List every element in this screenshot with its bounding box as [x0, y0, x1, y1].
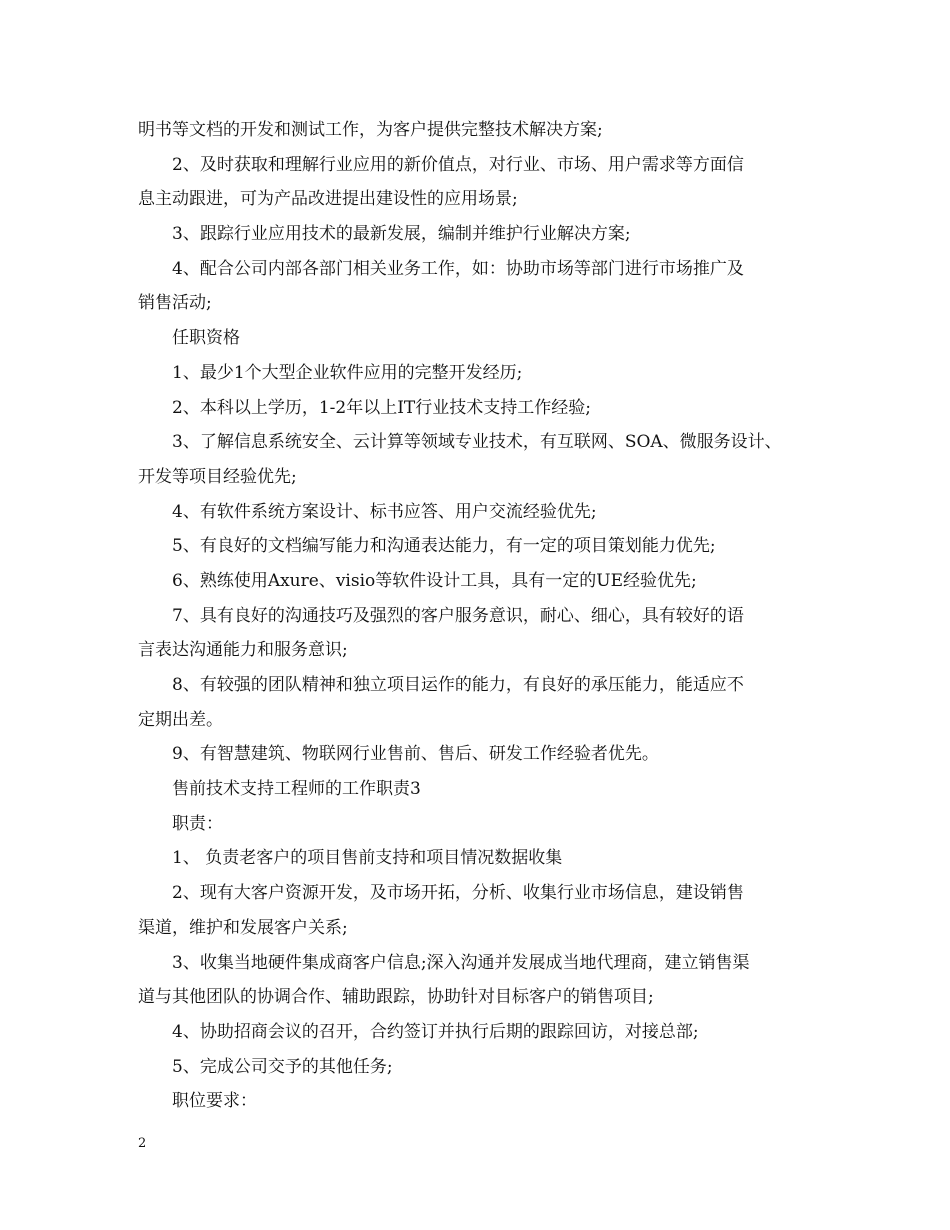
- text-line: 7、具有良好的沟通技巧及强烈的客户服务意识，耐心、细心，具有较好的语: [172, 605, 744, 626]
- text-line: 2、及时获取和理解行业应用的新价值点，对行业、市场、用户需求等方面信: [172, 154, 744, 175]
- text-line: 销售活动;: [138, 293, 212, 314]
- text-line: 3、跟踪行业应用技术的最新发展，编制并维护行业解决方案;: [172, 224, 631, 245]
- text-line: 4、有软件系统方案设计、标书应答、用户交流经验优先;: [172, 501, 597, 522]
- text-line: 开发等项目经验优先;: [138, 466, 297, 487]
- page-number: 2: [138, 1136, 147, 1151]
- text-line: 1、最少1个大型企业软件应用的完整开发经历;: [172, 362, 523, 383]
- text-line: 明书等文档的开发和测试工作，为客户提供完整技术解决方案;: [138, 120, 603, 140]
- text-line: 1、 负责老客户的项目售前支持和项目情况数据收集: [172, 848, 563, 869]
- text-line: 3、了解信息系统安全、云计算等领域专业技术，有互联网、SOA、微服务设计、: [172, 432, 782, 453]
- text-line: 2、本科以上学历，1-2年以上IT行业技术支持工作经验;: [172, 397, 591, 418]
- text-line: 5、有良好的文档编写能力和沟通表达能力，有一定的项目策划能力优先;: [172, 536, 716, 557]
- text-line: 售前技术支持工程师的工作职责3: [172, 779, 421, 800]
- text-line: 息主动跟进，可为产品改进提出建设性的应用场景;: [138, 189, 518, 210]
- text-line: 6、熟练使用Axure、visio等软件设计工具，具有一定的UE经验优先;: [172, 570, 697, 591]
- text-line: 职责：: [172, 813, 223, 834]
- text-line: 定期出差。: [138, 709, 223, 730]
- text-line: 3、收集当地硬件集成商客户信息;深入沟通并发展成当地代理商，建立销售渠: [172, 952, 750, 973]
- text-line: 4、配合公司内部各部门相关业务工作，如：协助市场等部门进行市场推广及: [172, 258, 744, 279]
- text-line: 4、协助招商会议的召开，合约签订并执行后期的跟踪回访，对接总部;: [172, 1021, 699, 1042]
- text-line: 5、完成公司交予的其他任务;: [172, 1056, 393, 1077]
- text-line: 言表达沟通能力和服务意识;: [138, 640, 348, 661]
- text-line: 任职资格: [172, 328, 240, 349]
- text-line: 职位要求：: [172, 1091, 257, 1112]
- text-line: 8、有较强的团队精神和独立项目运作的能力，有良好的承压能力，能适应不: [172, 675, 744, 695]
- text-line: 2、现有大客户资源开发，及市场开拓，分析、收集行业市场信息，建设销售: [172, 883, 744, 904]
- text-line: 道与其他团队的协调合作、辅助跟踪，协助针对目标客户的销售项目;: [138, 987, 654, 1008]
- document-body: [138, 113, 838, 1119]
- text-line: 渠道，维护和发展客户关系;: [138, 917, 348, 938]
- text-line: 9、有智慧建筑、物联网行业售前、售后、研发工作经验者优先。: [172, 744, 659, 765]
